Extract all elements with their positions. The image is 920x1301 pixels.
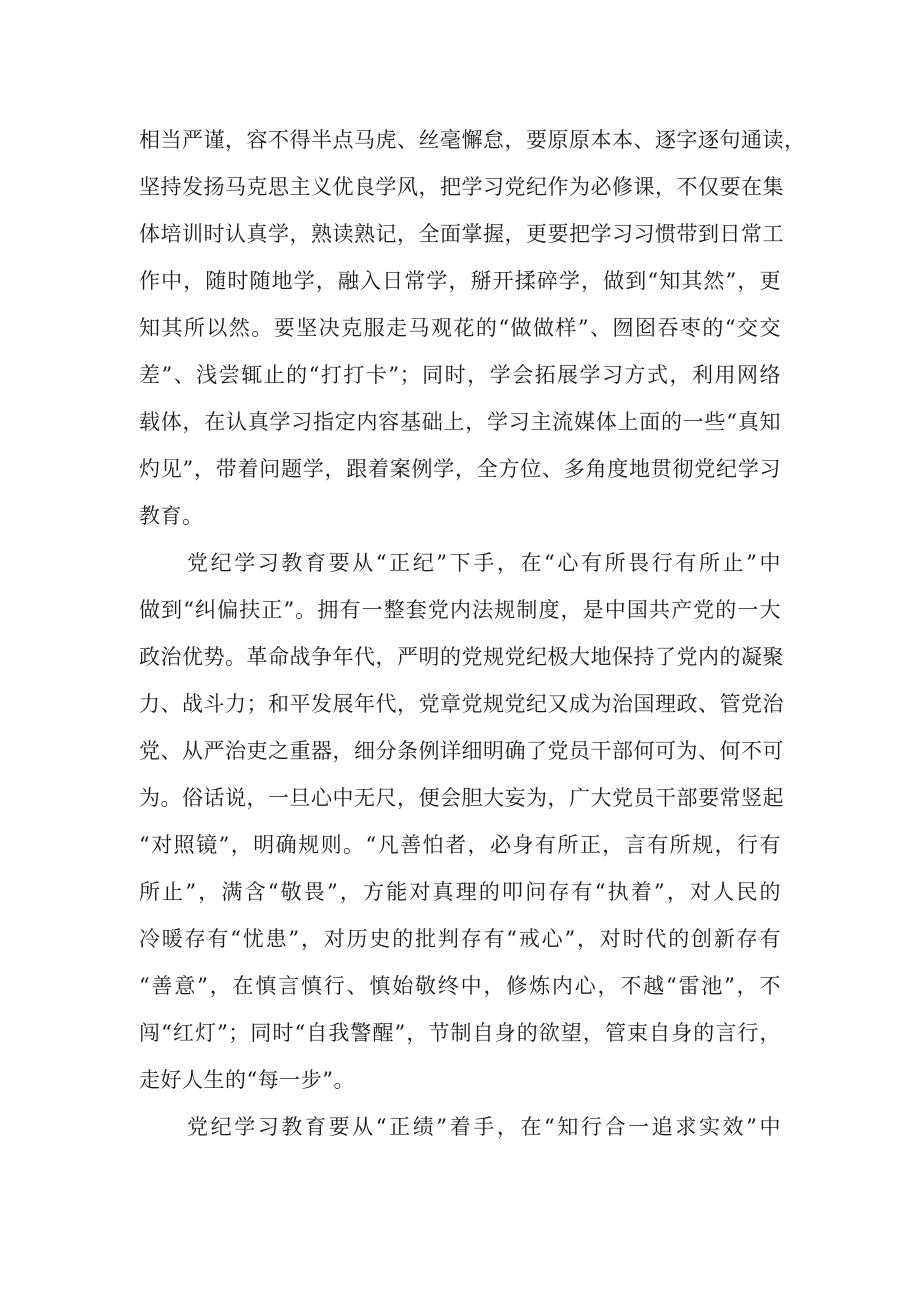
- text-line: 差”、浅尝辄止的“打打卡”；同时，学会拓展学习方式，利用网络: [139, 363, 781, 387]
- text-line: 教育。: [139, 504, 204, 528]
- text-line: 灼见”，带着问题学，跟着案例学，全方位、多角度地贯彻党纪学习: [139, 457, 781, 481]
- text-line: 体培训时认真学，熟读熟记，全面掌握，更要把学习习惯带到日常工: [139, 222, 784, 246]
- text-line: 坚持发扬马克思主义优良学风，把学习党纪作为必修课，不仅要在集: [139, 175, 784, 199]
- text-line: 所止”，满含“敬畏”，方能对真理的叩问存有“执着”，对人民的: [139, 880, 781, 904]
- paragraph-2: [139, 540, 784, 1104]
- text-line: 作中，随时随地学，融入日常学，掰开揉碎学，做到“知其然”，更: [139, 269, 781, 293]
- text-line: 做到“纠偏扶正”。拥有一整套党内法规制度，是中国共产党的一大: [139, 598, 781, 622]
- text-line: “对照镜”，明确规则。“凡善怕者，必身有所正，言有所规，行有: [139, 833, 781, 857]
- paragraph-3: [139, 1104, 781, 1151]
- text-line: 政治优势。革命战争年代，严明的党规党纪极大地保持了党内的凝聚: [139, 645, 784, 669]
- text-line: 冷暖存有“忧患”，对历史的批判存有“戒心”，对时代的创新存有: [139, 927, 781, 951]
- text-line: “善意”，在慎言慎行、慎始敬终中，修炼内心，不越“雷池”，不: [139, 974, 781, 998]
- text-line: 党纪学习教育要从“正绩”着手，在“知行合一追求实效”中: [187, 1115, 781, 1139]
- text-line: 党、从严治吏之重器，细分条例详细明确了党员干部何可为、何不可: [139, 739, 784, 763]
- text-line: 相当严谨，容不得半点马虎、丝毫懈怠，要原原本本、逐字逐句通读，: [139, 128, 806, 152]
- text-line: 党纪学习教育要从“正纪”下手，在“心有所畏行有所止”中: [187, 551, 781, 575]
- text-line: 闯“红灯”；同时“自我警醒”，节制自身的欲望，管束自身的言行，: [139, 1021, 781, 1045]
- paragraph-1: [139, 117, 806, 540]
- document-body: [139, 117, 806, 1151]
- text-line: 知其所以然。要坚决克服走马观花的“做做样”、囫囵吞枣的“交交: [139, 316, 781, 340]
- text-line: 为。俗话说，一旦心中无尺，便会胆大妄为，广大党员干部要常竖起: [139, 786, 784, 810]
- text-line: 走好人生的“每一步”。: [139, 1068, 355, 1092]
- text-line: 载体，在认真学习指定内容基础上，学习主流媒体上面的一些“真知: [139, 410, 781, 434]
- text-line: 力、战斗力；和平发展年代，党章党规党纪又成为治国理政、管党治: [139, 692, 784, 716]
